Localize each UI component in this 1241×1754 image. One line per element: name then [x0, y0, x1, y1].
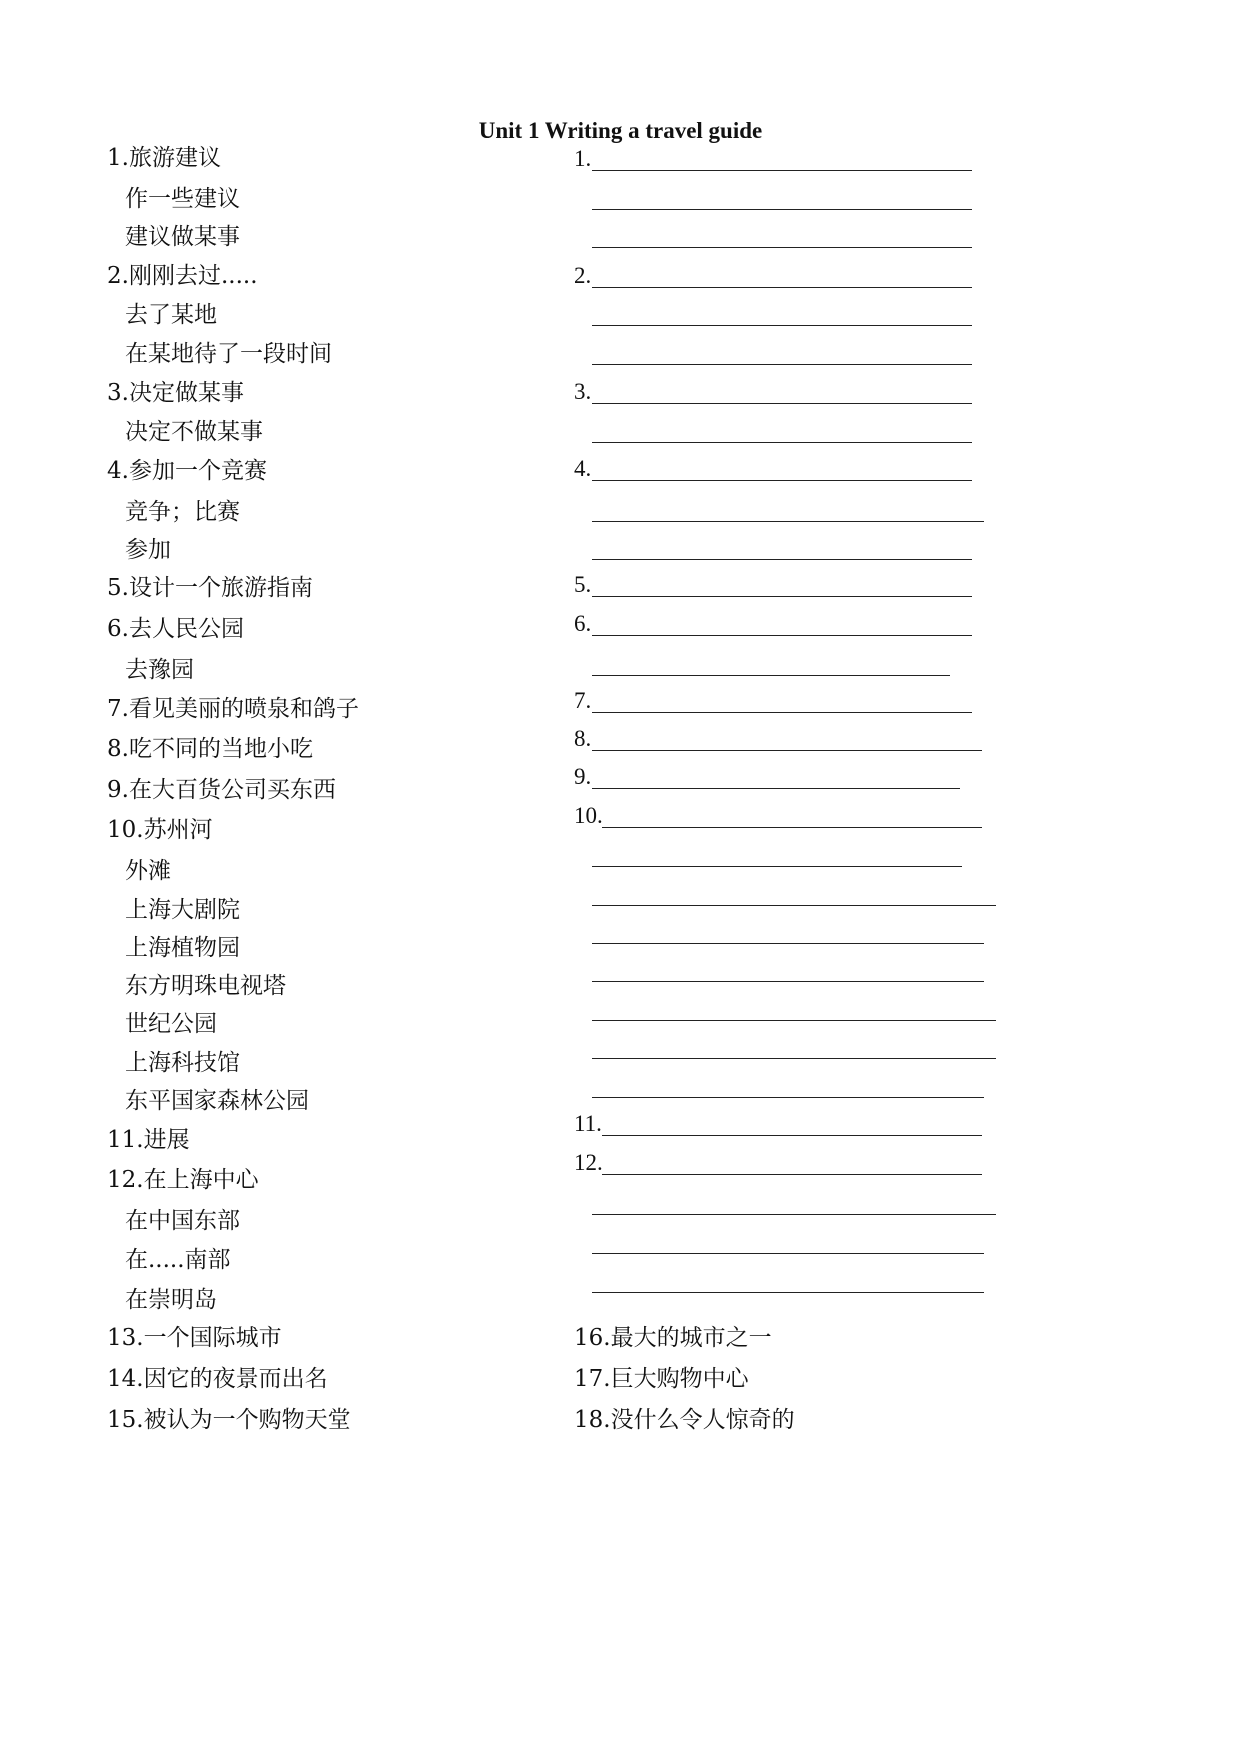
prompt-item: 5.设计一个旅游指南 [107, 575, 313, 601]
answer-number: 7. [574, 688, 592, 713]
answer-blank-5[interactable] [574, 570, 994, 600]
answer-line[interactable] [592, 917, 992, 947]
answer-underline [602, 827, 982, 828]
answer-underline [592, 559, 972, 560]
answer-underline [592, 1020, 996, 1021]
answer-number: 1. [574, 146, 592, 171]
prompt-item: 4.参加一个竞赛 [107, 458, 267, 484]
prompt-item: 13.一个国际城市 [107, 1325, 282, 1351]
answer-number: 2. [574, 263, 592, 288]
answer-blank-1[interactable] [574, 144, 994, 174]
answer-line[interactable] [592, 879, 1002, 909]
answer-line[interactable] [592, 649, 992, 679]
prompt-item: 建议做某事 [125, 224, 240, 250]
answer-line[interactable] [592, 955, 992, 985]
prompt-item: 去了某地 [125, 302, 217, 328]
prompt-item: 12.在上海中心 [107, 1167, 259, 1193]
answer-blank-11[interactable] [574, 1109, 994, 1139]
answer-line[interactable] [592, 533, 992, 563]
answer-underline [592, 1253, 984, 1254]
prompt-item: 在.....南部 [125, 1247, 231, 1273]
answer-underline [592, 480, 972, 481]
prompt-item: 10.苏州河 [107, 817, 213, 843]
answer-line[interactable] [592, 338, 992, 368]
answer-number: 8. [574, 726, 592, 751]
prompt-item: 上海科技馆 [125, 1050, 240, 1076]
prompt-item: 15.被认为一个购物天堂 [107, 1407, 351, 1433]
prompt-item: 参加 [125, 537, 171, 563]
answer-line[interactable] [592, 1227, 992, 1257]
answer-blank-2[interactable] [574, 261, 994, 291]
answer-blank-9[interactable] [574, 762, 994, 792]
answer-number: 9. [574, 764, 592, 789]
prompt-item: 去豫园 [125, 657, 194, 683]
answer-underline [592, 1097, 984, 1098]
answer-underline [592, 442, 972, 443]
prompt-item: 上海大剧院 [125, 897, 240, 923]
answer-blank-12[interactable] [574, 1148, 994, 1178]
answer-blank-8[interactable] [574, 724, 994, 754]
answer-underline [602, 1135, 982, 1136]
prompt-item: 外滩 [125, 858, 171, 884]
answer-line[interactable] [592, 1071, 992, 1101]
answer-underline [602, 1174, 982, 1175]
answer-underline [592, 287, 972, 288]
answer-underline [592, 905, 996, 906]
prompt-item: 东方明珠电视塔 [125, 973, 286, 999]
answer-underline [592, 943, 984, 944]
answer-number: 11. [574, 1111, 602, 1136]
answer-line[interactable] [592, 495, 992, 525]
answer-line[interactable] [592, 221, 992, 251]
answer-number: 10. [574, 803, 603, 828]
prompt-item: 竞争；比赛 [125, 499, 240, 525]
answer-blank-3[interactable] [574, 377, 994, 407]
answer-underline [592, 403, 972, 404]
answer-line[interactable] [592, 1032, 1002, 1062]
prompt-item: 7.看见美丽的喷泉和鸽子 [107, 696, 359, 722]
prompt-item: 上海植物园 [125, 935, 240, 961]
answer-number: 5. [574, 572, 592, 597]
prompt-item: 3.决定做某事 [107, 380, 244, 406]
prompt-item: 14.因它的夜景而出名 [107, 1366, 328, 1392]
prompt-item: 在崇明岛 [125, 1287, 217, 1313]
answer-underline [592, 1058, 996, 1059]
answer-blank-6[interactable] [574, 609, 994, 639]
answer-line[interactable] [592, 840, 992, 870]
prompt-item: 6.去人民公园 [107, 616, 244, 642]
answer-line[interactable] [592, 1188, 1002, 1218]
answer-underline [592, 247, 972, 248]
answer-underline [592, 596, 972, 597]
answer-line[interactable] [592, 1266, 992, 1296]
prompt-item: 世纪公园 [125, 1011, 217, 1037]
answer-underline [592, 712, 972, 713]
prompt-item: 在中国东部 [125, 1208, 240, 1234]
prompt-item: 1.旅游建议 [107, 145, 221, 171]
answer-underline [592, 170, 972, 171]
prompt-item: 东平国家森林公园 [125, 1088, 309, 1114]
answer-underline [592, 1214, 996, 1215]
answer-number: 12. [574, 1150, 603, 1175]
prompt-item: 16.最大的城市之一 [574, 1325, 772, 1351]
prompt-item: 18.没什么令人惊奇的 [574, 1407, 795, 1433]
answer-line[interactable] [592, 183, 992, 213]
answer-underline [592, 325, 972, 326]
answer-line[interactable] [592, 416, 992, 446]
answer-blank-4[interactable] [574, 454, 994, 484]
answer-underline [592, 364, 972, 365]
prompt-item: 8.吃不同的当地小吃 [107, 736, 313, 762]
answer-underline [592, 1292, 984, 1293]
prompt-item: 在某地待了一段时间 [125, 341, 332, 367]
prompt-item: 17.巨大购物中心 [574, 1366, 749, 1392]
answer-underline [592, 750, 982, 751]
answer-number: 6. [574, 611, 592, 636]
answer-blank-7[interactable] [574, 686, 994, 716]
prompt-item: 作一些建议 [125, 186, 240, 212]
prompt-item: 11.进展 [107, 1127, 190, 1153]
prompt-item: 9.在大百货公司买东西 [107, 777, 336, 803]
answer-underline [592, 675, 950, 676]
answer-line[interactable] [592, 299, 992, 329]
answer-blank-10[interactable] [574, 801, 994, 831]
answer-underline [592, 788, 960, 789]
page-title: Unit 1 Writing a travel guide [478, 118, 763, 143]
answer-underline [592, 866, 962, 867]
answer-underline [592, 981, 984, 982]
answer-number: 3. [574, 379, 592, 404]
answer-number: 4. [574, 456, 592, 481]
answer-underline [592, 521, 984, 522]
answer-underline [592, 635, 972, 636]
prompt-item: 2.刚刚去过..... [107, 263, 258, 289]
answer-underline [592, 209, 972, 210]
prompt-item: 决定不做某事 [125, 419, 263, 445]
answer-line[interactable] [592, 994, 1002, 1024]
